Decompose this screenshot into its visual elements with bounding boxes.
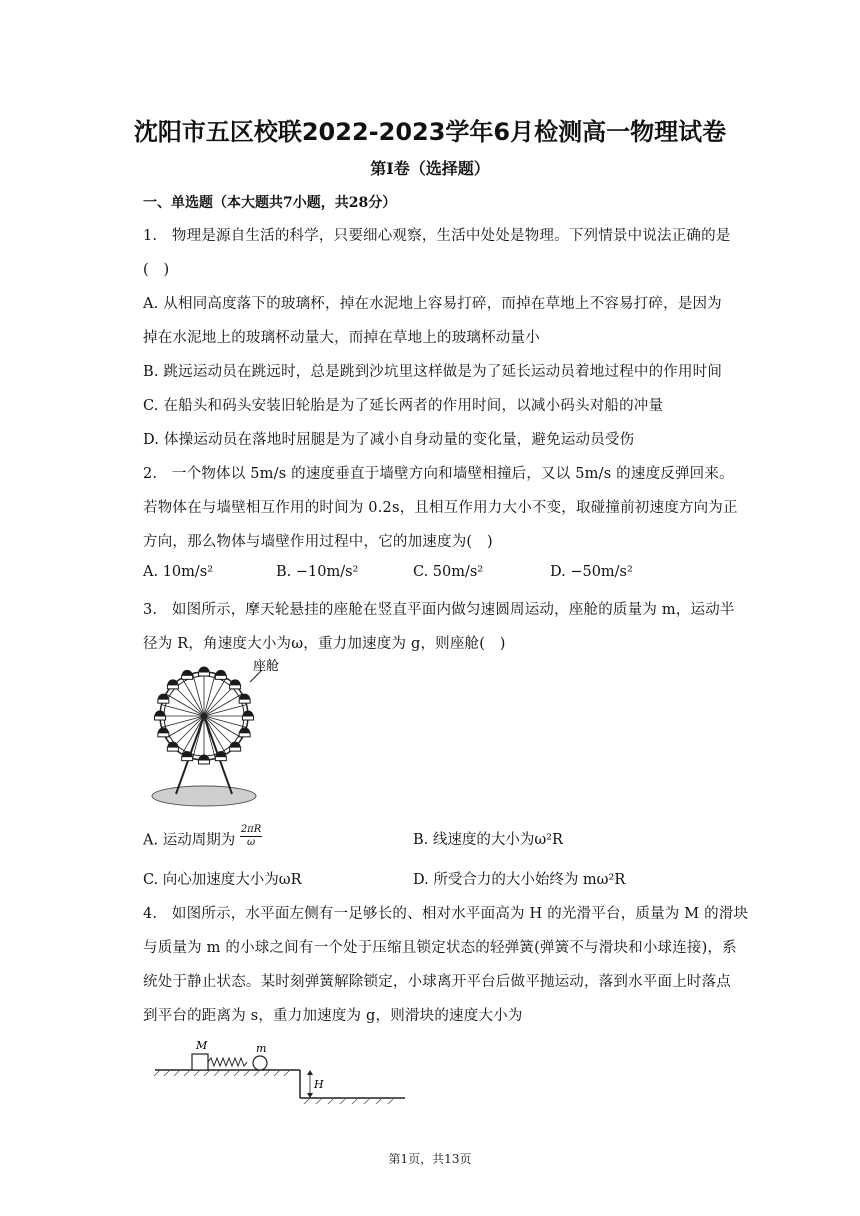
q4-stem-line4: 到平台的距离为 s，重力加速度为 g，则滑块的速度大小为 [143, 1008, 523, 1024]
volume-subtitle: 第I卷（选择题） [370, 159, 490, 178]
figure-label-m: m [256, 1042, 267, 1055]
section-heading: 一、单选题（本大题共7小题，共28分） [143, 195, 397, 211]
wheel-cabin-base [239, 733, 250, 737]
wheel-spoke [204, 716, 247, 727]
wheel-cabin [158, 727, 169, 733]
wheel-cabin [230, 679, 241, 685]
q3-option-a-prefix: A. 运动周期为 [143, 832, 236, 849]
platform-spring-figure [150, 1036, 410, 1108]
wheel-cabin-base [182, 675, 193, 679]
wheel-cabin-base [155, 716, 166, 720]
q1-option-d: D. 体操运动员在落地时屈腿是为了减小自身动量的变化量，避免运动员受伤 [143, 432, 635, 448]
wheel-cabin-base [158, 733, 169, 737]
wheel-cabin-base [215, 675, 226, 679]
wheel-spoke [204, 673, 215, 716]
q1-stem-line2: ( ) [143, 262, 170, 278]
wheel-cabin-base [230, 747, 241, 751]
page-title: 沈阳市五区校联2022-2023学年6月检测高一物理试卷 [133, 118, 727, 146]
period-fraction [240, 824, 262, 849]
q2-stem-line2: 若物体在与墙壁相互作用的时间为 0.2s，且相互作用力大小不变，取碰撞前初速度方向为正 [143, 500, 738, 516]
q2-option-c: C. 50m/s² [413, 564, 484, 580]
q1-option-a-line1: A. 从相同高度落下的玻璃杯，掉在水泥地上容易打碎，而掉在草地上不容易打碎，是因为 [143, 296, 722, 312]
q3-option-b: B. 线速度的大小为ω²R [413, 832, 563, 848]
q3-stem-line2: 径为 R，角速度大小为ω，重力加速度为 g，则座舱( ) [143, 636, 506, 652]
q3-option-c: C. 向心加速度大小为ωR [143, 872, 302, 888]
wheel-spoke [204, 705, 247, 716]
q2-stem-line1: 2. 一个物体以 5m/s 的速度垂直于墙壁方向和墙壁相撞后，又以 5m/s 的速度反弹回来。 [143, 466, 734, 482]
figure-label-H: H [314, 1078, 324, 1091]
wheel-spoke [204, 716, 215, 759]
wheel-spoke [193, 716, 204, 759]
q1-option-a-line2: 掉在水泥地上的玻璃杯动量大，而掉在草地上的玻璃杯动量小 [143, 330, 540, 346]
figure-label-M: M [196, 1039, 208, 1052]
wheel-cabin [199, 667, 210, 673]
wheel-cabin [167, 679, 178, 685]
wheel-cabin-base [167, 685, 178, 689]
wheel-cabin-base [215, 757, 226, 761]
wheel-cabin-base [239, 699, 250, 703]
q2-option-b: B. −10m/s² [276, 564, 359, 580]
wheel-spoke [161, 705, 204, 716]
wheel-cabin-base [230, 685, 241, 689]
q3-option-d: D. 所受合力的大小始终为 mω²R [413, 872, 626, 888]
q2-option-d: D. −50m/s² [550, 564, 633, 580]
wheel-cabin-base [199, 760, 210, 764]
fraction-denominator: ω [246, 837, 256, 848]
q3-option-a [143, 824, 262, 853]
wheel-cabin [239, 727, 250, 733]
wheel-cabin-base [167, 747, 178, 751]
fraction-numerator: 2πR [240, 824, 262, 835]
q4-stem-line2: 与质量为 m 的小球之间有一个处于压缩且锁定状态的轻弹簧(弹簧不与滑块和小球连接)，系 [143, 940, 737, 956]
wheel-cabin-base [199, 672, 210, 676]
wheel-cabin [215, 670, 226, 676]
wheel-spoke [161, 716, 204, 727]
q2-option-a: A. 10m/s² [143, 564, 214, 580]
q3-stem-line1: 3. 如图所示，摩天轮悬挂的座舱在竖直平面内做匀速圆周运动，座舱的质量为 m，运动半 [143, 602, 735, 618]
wheel-spoke [193, 673, 204, 716]
q2-stem-line3: 方向，那么物体与墙壁作用过程中，它的加速度为( ) [143, 534, 493, 550]
figure-label-cabin: 座舱 [253, 659, 280, 674]
q1-stem-line1: 1. 物理是源自生活的科学，只要细心观察，生活中处处是物理。下列情景中说法正确的是 [143, 228, 731, 244]
wheel-cabin-base [158, 699, 169, 703]
q1-option-b: B. 跳远运动员在跳远时，总是跳到沙坑里这样做是为了延长运动员着地过程中的作用时间 [143, 364, 723, 380]
wheel-cabin-base [243, 716, 254, 720]
q1-option-c: C. 在船头和码头安装旧轮胎是为了延长两者的作用时间，以减小码头对船的冲量 [143, 398, 664, 414]
wheel-cabin-base [182, 757, 193, 761]
ferris-wheel-figure [140, 656, 300, 812]
page-footer: 第1页，共13页 [388, 1152, 472, 1166]
wheel-cabin [182, 670, 193, 676]
q4-stem-line1: 4. 如图所示，水平面左侧有一足够长的、相对水平面高为 H 的光滑平台，质量为 M 的滑块 [143, 906, 749, 922]
q4-stem-line3: 统处于静止状态。某时刻弹簧解除锁定，小球离开平台后做平抛运动，落到水平面上时落点 [143, 974, 731, 990]
